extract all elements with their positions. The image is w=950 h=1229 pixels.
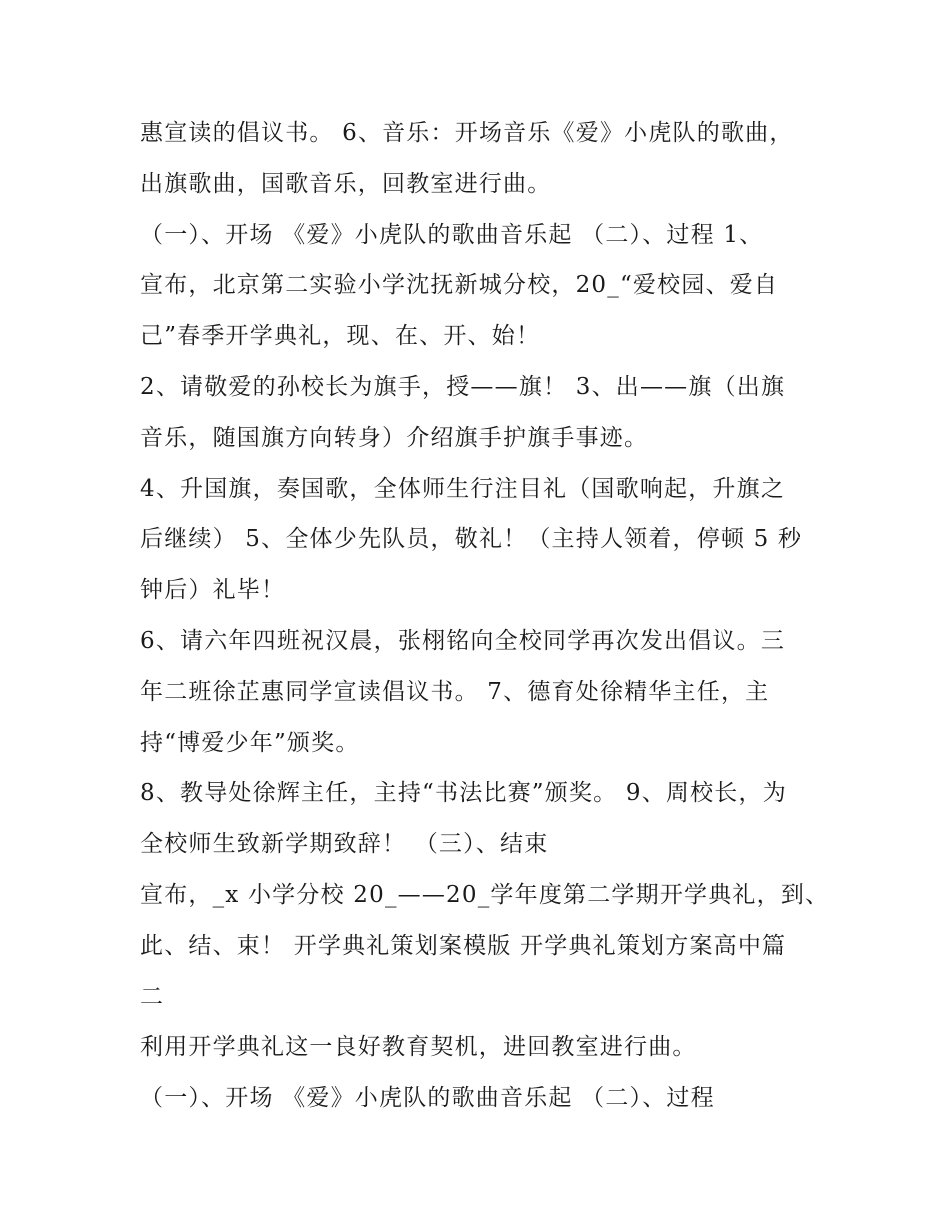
text-line: 此、结、束！ 开学典礼策划案模版 开学典礼策划方案高中篇 xyxy=(140,932,787,959)
text-line: 己”春季开学典礼，现、在、开、始！ xyxy=(140,323,541,350)
text-line: （一）、开场 《爱》小虎队的歌曲音乐起 （二）、过程 xyxy=(140,1085,715,1112)
text-line: 后继续） 5、全体少先队员，敬礼！（主持人领着，停顿 5 秒 xyxy=(140,526,803,553)
text-line: 宣布，_x 小学分校 20_——20_学年度第二学期开学典礼，到、 xyxy=(140,881,830,908)
document-body xyxy=(140,108,830,1124)
text-line: 2、请敬爱的孙校长为旗手，授——旗！ 3、出——旗（出旗 xyxy=(140,373,786,400)
text-line: 钟后）礼毕！ xyxy=(140,577,286,604)
text-line: 出旗歌曲，国歌音乐，回教室进行曲。 xyxy=(140,170,552,197)
text-line: （一）、开场 《爱》小虎队的歌曲音乐起 （二）、过程 1、 xyxy=(140,221,764,248)
text-line: 年二班徐芷惠同学宣读倡议书。 7、德育处徐精华主任，主 xyxy=(140,678,770,705)
text-line: 8、教导处徐辉主任，主持“书法比赛”颁奖。 9、周校长，为 xyxy=(140,780,787,807)
text-line: 二 xyxy=(140,983,165,1010)
text-line: 利用开学典礼这一良好教育契机，进回教室进行曲。 xyxy=(140,1034,697,1061)
text-line: 宣布，北京第二实验小学沈抚新城分校，20_“爱校园、爱自 xyxy=(140,272,779,299)
text-line: 全校师生致新学期致辞！ （三）、结束 xyxy=(140,831,549,858)
text-line: 6、请六年四班祝汉晨，张栩铭向全校同学再次发出倡议。三 xyxy=(140,627,786,654)
text-line: 音乐，随国旗方向转身）介绍旗手护旗手事迹。 xyxy=(140,424,649,451)
text-line: 持“博爱少年”颁奖。 xyxy=(140,729,360,756)
text-line: 4、升国旗，奏国歌，全体师生行注目礼（国歌响起，升旗之 xyxy=(140,475,786,502)
text-line: 惠宣读的倡议书。 6、音乐：开场音乐《爱》小虎队的歌曲， xyxy=(140,120,794,146)
